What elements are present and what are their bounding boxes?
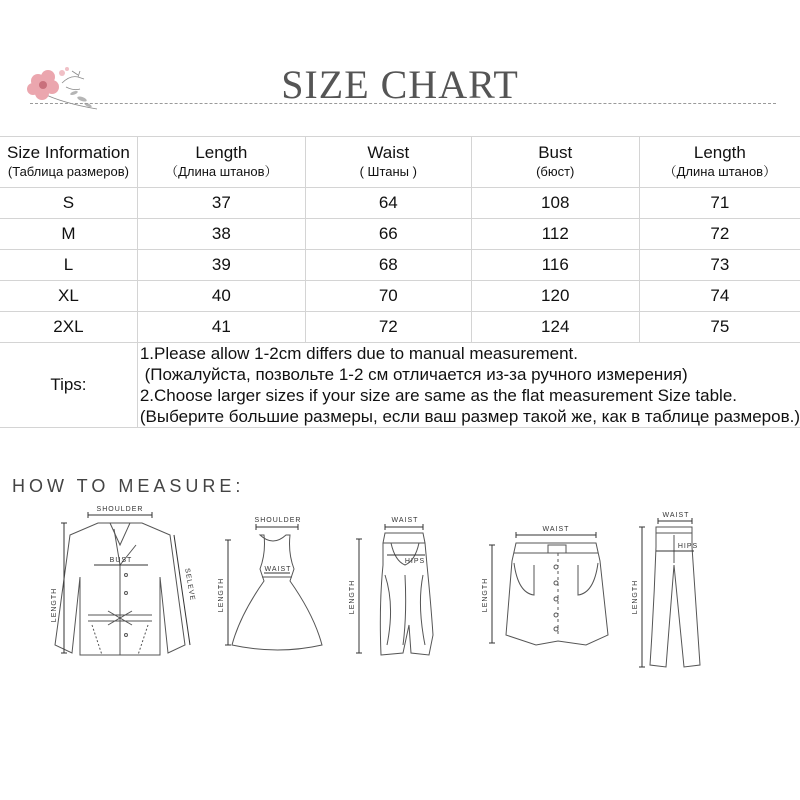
tip-line: 1.Please allow 1-2cm differs due to manual measurement.: [139, 344, 578, 363]
cell-length: 40: [137, 281, 305, 312]
cell-waist: 64: [305, 188, 471, 219]
cell-length-2: 71: [639, 188, 800, 219]
tip-line: (Выберите большие размеры, если ваш размер такой же, как в таблице размеров.): [139, 407, 800, 426]
cell-length-2: 74: [639, 281, 800, 312]
cell-length-2: 72: [639, 219, 800, 250]
shorts-measure-figure: [478, 505, 618, 670]
cell-waist: 70: [305, 281, 471, 312]
cell-bust: 116: [471, 250, 639, 281]
header-bust: Bust (бюст): [471, 137, 639, 188]
cell-size: XL: [0, 281, 137, 312]
cell-length: 39: [137, 250, 305, 281]
header-waist: Waist ( Штаны ): [305, 137, 471, 188]
cell-length-2: 75: [639, 312, 800, 343]
title-divider: [30, 103, 776, 104]
tip-line: (Пожалуйста, позвольте 1-2 см отличается из-за ручного измерения): [139, 365, 688, 384]
table-row: [0, 188, 800, 219]
hips-label: HIPS: [404, 558, 426, 565]
table-row: [0, 219, 800, 250]
shoulder-label: SHOULDER: [254, 517, 302, 524]
cell-waist: 72: [305, 312, 471, 343]
table-header-row: [0, 137, 800, 188]
table-row: [0, 312, 800, 343]
title-area: [0, 55, 800, 115]
page-title: SIZE CHART: [281, 62, 519, 107]
header-length-2: Length （Длина штанов）: [639, 137, 800, 188]
header-length: Length （Длина штанов）: [137, 137, 305, 188]
length-label: LENGTH: [349, 579, 356, 615]
shoulder-label: SHOULDER: [96, 506, 144, 513]
tips-text: [137, 343, 800, 428]
table-row: [0, 250, 800, 281]
cell-length: 41: [137, 312, 305, 343]
hips-label: HIPS: [677, 543, 699, 550]
length-label: LENGTH: [51, 587, 58, 623]
cell-waist: 66: [305, 219, 471, 250]
cell-length: 37: [137, 188, 305, 219]
cell-bust: 120: [471, 281, 639, 312]
size-table: [0, 136, 800, 428]
jacket-measure-figure: [40, 505, 200, 670]
sleeve-label: SELEVE: [183, 567, 196, 602]
cell-length-2: 73: [639, 250, 800, 281]
how-to-measure-heading: HOW TO MEASURE:: [12, 476, 245, 496]
waist-label: WAIST: [391, 517, 419, 524]
header-size-info: Size Information (Таблица размеров): [0, 137, 137, 188]
tip-line: 2.Choose larger sizes if your size are same as the flat measurement Size table.: [139, 386, 738, 405]
tips-label: Tips:: [0, 343, 137, 428]
cell-size: M: [0, 219, 137, 250]
tips-row: [0, 343, 800, 428]
waist-label: WAIST: [662, 512, 690, 519]
cell-size: 2XL: [0, 312, 137, 343]
measurement-figures: [0, 505, 800, 685]
trousers-measure-figure: [630, 505, 740, 675]
cell-bust: 108: [471, 188, 639, 219]
cell-size: L: [0, 250, 137, 281]
cell-bust: 112: [471, 219, 639, 250]
bust-label: BUST: [109, 557, 133, 564]
waist-label: WAIST: [264, 566, 292, 573]
length-label: LENGTH: [482, 577, 489, 613]
waist-label: WAIST: [542, 526, 570, 533]
length-label: LENGTH: [218, 577, 225, 613]
skirt-measure-figure: [345, 505, 455, 670]
cell-waist: 68: [305, 250, 471, 281]
cell-length: 38: [137, 219, 305, 250]
dress-measure-figure: [218, 505, 328, 670]
length-label: LENGTH: [632, 579, 639, 615]
cell-bust: 124: [471, 312, 639, 343]
table-row: [0, 281, 800, 312]
cell-size: S: [0, 188, 137, 219]
